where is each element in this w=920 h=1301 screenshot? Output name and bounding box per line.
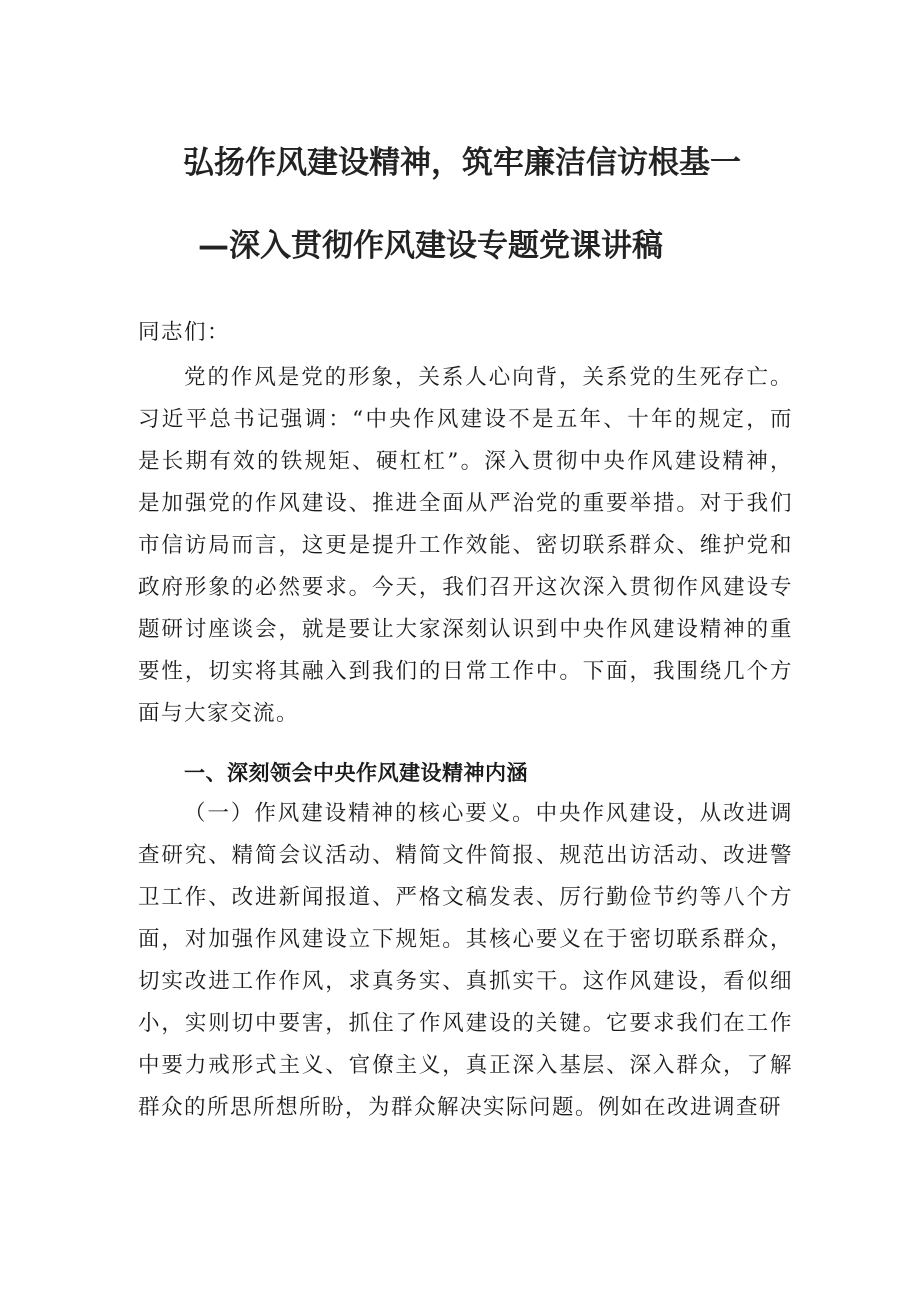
paragraph-core-meaning: （一）作风建设精神的核心要义。中央作风建设，从改进调查研究、精简会议活动、精简文件简报、规范出访活动、改进警卫工作、改进新闻报道、严格文稿发表、厉行勤俭节约等八个方面，对加强作风建设立下规矩。其核心要义在于密切联系群众，切实改进工作作风，求真务实、真抓实干。这作风建设，看似细小，实则切中要害，抓住了作风建设的关键。它要求我们在工作中要力戒形式主义、官僚主义，真正深入基层、深入群众，了解群众的所思所想所盼，为群众解决实际问题。例如在改进调查研 bbox=[138, 801, 793, 1120]
document-title-line-2: —深入贯彻作风建设专题党课讲稿 bbox=[198, 228, 663, 264]
document-title-line-1: 弘扬作风建设精神，筑牢廉洁信访根基一 bbox=[183, 145, 741, 181]
greeting: 同志们： bbox=[138, 320, 231, 345]
paragraph-intro: 党的作风是党的形象，关系人心向背，关系党的生死存亡。习近平总书记强调：“中央作风建设不是五年、十年的规定，而是长期有效的铁规矩、硬杠杠”。深入贯彻中央作风建设精神，是加强党的作风建设、推进全面从严治党的重要举措。对于我们市信访局而言，这更是提升工作效能、密切联系群众、维护党和政府形象的必然要求。今天，我们召开这次深入贯彻作风建设专题研讨座谈会，就是要让大家深刻认识到中央作风建设精神的重要性，切实将其融入到我们的日常工作中。下面，我围绕几个方面与大家交流。 bbox=[138, 365, 793, 726]
section-heading-1: 一、深刻领会中央作风建设精神内涵 bbox=[184, 761, 528, 785]
